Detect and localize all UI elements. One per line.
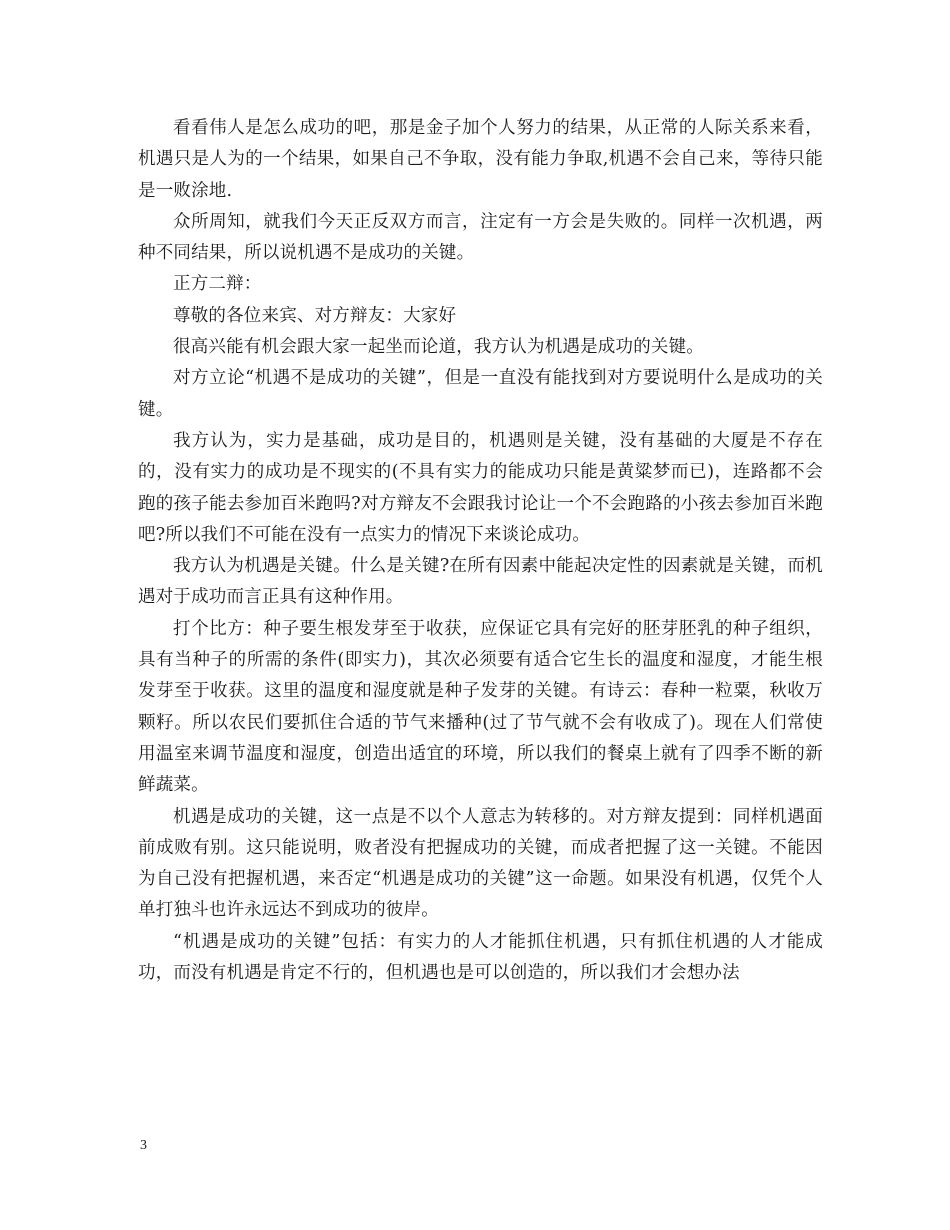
paragraph: 打个比方：种子要生根发芽至于收获，应保证它具有完好的胚芽胚乳的种子组织，具有当种子的所需的条件(即实力)，其次必须要有适合它生长的温度和湿度，才能生根发芽至于收获。这里的温度和湿度就是种子发芽的关键。有诗云：春种一粒粟，秋收万颗籽。所以农民们要抓住合适的节气来播种(过了节气就不会有收成了)。现在人们常使用温室来调节温度和湿度，创造出适宜的环境，所以我们的餐桌上就有了四季不断的新鲜蔬菜。: [138, 618, 823, 796]
paragraph: 尊敬的各位来宾、对方辩友：大家好: [173, 305, 457, 326]
paragraph: 机遇是成功的关键，这一点是不以个人意志为转移的。对方辩友提到：同样机遇面前成败有别。这只能说明，败者没有把握成功的关键，而成者把握了这一关键。不能因为自己没有把握机遇，来否定“机遇是成功的关键”这一命题。如果没有机遇，仅凭个人单打独斗也许永远达不到成功的彼岸。: [138, 806, 823, 921]
page-number: 3: [140, 1138, 147, 1153]
paragraph: 我方认为机遇是关键。什么是关键?在所有因素中能起决定性的因素就是关键，而机遇对于成功而言正具有这种作用。: [138, 556, 823, 608]
paragraph: 很高兴能有机会跟大家一起坐而论道，我方认为机遇是成功的关键。: [173, 337, 704, 358]
paragraph: 正方二辩：: [173, 274, 262, 295]
paragraph: 对方立论“机遇不是成功的关键”，但是一直没有能找到对方要说明什么是成功的关键。: [138, 368, 823, 420]
paragraph: 众所周知，就我们今天正反双方而言，注定有一方会是失败的。同样一次机遇，两种不同结果，所以说机遇不是成功的关键。: [138, 211, 823, 264]
document-body: [138, 113, 823, 989]
paragraph: 我方认为，实力是基础，成功是目的，机遇则是关键，没有基础的大厦是不存在的，没有实力的成功是不现实的(不具有实力的能成功只能是黄粱梦而已)，连路都不会跑的孩子能去参加百米跑吗?对方辩友不会跟我讨论让一个不会跑路的小孩去参加百米跑吧?所以我们不可能在没有一点实力的情况下来谈论成功。: [138, 430, 823, 545]
paragraph: 看看伟人是怎么成功的吧，那是金子加个人努力的结果，从正常的人际关系来看，机遇只是人为的一个结果，如果自己不争取，没有能力争取,机遇不会自己来，等待只能是一败涂地.: [138, 118, 823, 201]
paragraph: “机遇是成功的关键”包括：有实力的人才能抓住机遇，只有抓住机遇的人才能成功，而没有机遇是肯定不行的，但机遇也是可以创造的，所以我们才会想办法: [138, 931, 823, 984]
